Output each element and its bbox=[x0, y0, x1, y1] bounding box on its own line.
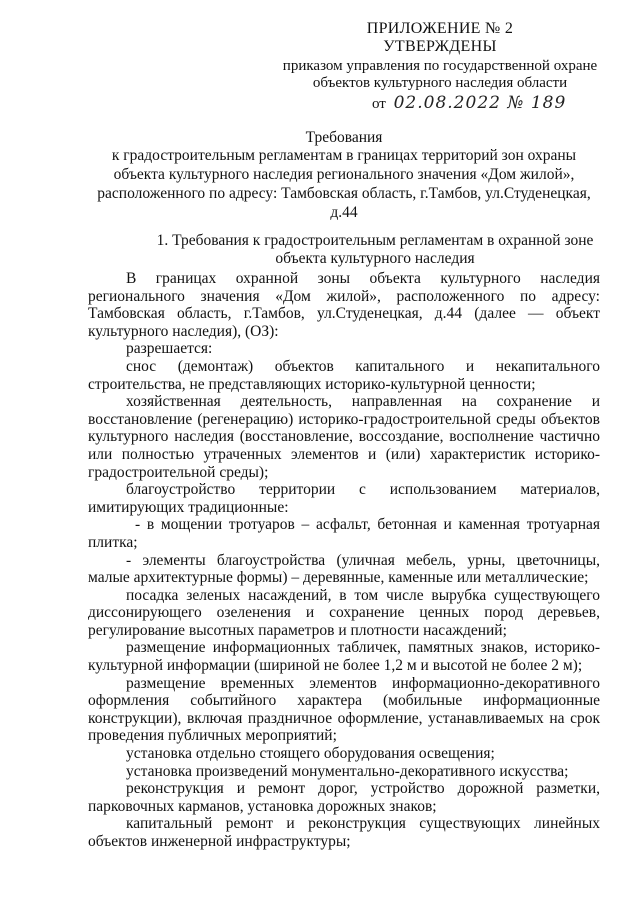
list-item: снос (демонтаж) объектов капитального и некапитального строительства, не представляющих историко-культурной ценности; bbox=[88, 357, 600, 393]
list-item: - в мощении тротуаров – асфальт, бетонная и каменная тротуарная плитка; bbox=[88, 516, 600, 551]
list-item: установка отдельно стоящего оборудования освещения; bbox=[126, 745, 495, 763]
allowed-label: разрешается: bbox=[126, 340, 213, 358]
intro-paragraph: В границах охранной зоны объекта культурного наследия регионального значения «Дом жилой», расположенного по адресу: Тамбовская область, г.Тамбов, ул.Студенецкая, д.44 (далее — объект культурного наследия), (ОЗ): bbox=[88, 270, 600, 340]
order-reference bbox=[270, 58, 610, 92]
order-date bbox=[372, 93, 566, 113]
list-item: реконструкция и ремонт дорог, устройство дорожной разметки, парковочных карманов, установка дорожных знаков; bbox=[88, 780, 600, 815]
order-line-1: приказом управления по государственной охране bbox=[282, 58, 598, 74]
list-item: посадка зеленых насаждений, в том числе вырубка существующего диссонирующего озеленения и сохранение ценных пород деревьев, регулирование высотных параметров и плотности насаждений; bbox=[88, 586, 600, 639]
list-item: - элементы благоустройства (уличная мебель, урны, цветочницы, малые архитектурные формы) – деревянные, каменные или металлические; bbox=[88, 551, 600, 587]
date-prefix: от bbox=[372, 96, 386, 112]
document-title: Требования bbox=[305, 129, 383, 146]
section-1-heading: 1. Требования к градостроительным регламентам в охранной зоне объекта культурного наследия bbox=[156, 232, 594, 267]
document-body bbox=[88, 270, 600, 851]
list-item: благоустройство территории с использованием материалов, имитирующих традиционные: bbox=[88, 481, 600, 516]
list-item: капитальный ремонт и реконструкция существующих линейных объектов инженерной инфраструктуры; bbox=[88, 815, 600, 850]
list-item: размещение временных элементов информационно-декоративного оформления событийного характера (мобильные информационные конструкции), включая праздничное оформление, устанавливаемых на срок проведения публичных мероприятий; bbox=[88, 674, 600, 745]
handwritten-date-number: 02.08.2022 № 189 bbox=[393, 93, 567, 113]
document-subtitle: к градостроительным регламентам в границах территорий зон охраны объекта культурного наследия регионального значения «Дом жилой», расположенного по адресу: Тамбовская область, г.Тамбов, ул.Студенецкая, д.44 bbox=[97, 147, 591, 221]
list-item: размещение информационных табличек, памятных знаков, историко-культурной информации (шириной не более 1,2 м и высотой не более 2 м); bbox=[88, 639, 600, 675]
appendix-number: ПРИЛОЖЕНИЕ № 2 bbox=[366, 20, 514, 37]
approved-label: УТВЕРЖДЕНЫ bbox=[383, 38, 497, 55]
list-item: хозяйственная деятельность, направленная на сохранение и восстановление (регенерацию) историко-градостроительной среды объектов культурного наследия (восстановление, воссоздание, восполнение частично или полностью утраченных элементов и (или) характеристик историко-градостроительной среды); bbox=[88, 393, 600, 481]
order-line-2: объектов культурного наследия области bbox=[312, 75, 568, 91]
list-item: установка произведений монументально-декоративного искусства; bbox=[126, 762, 569, 780]
